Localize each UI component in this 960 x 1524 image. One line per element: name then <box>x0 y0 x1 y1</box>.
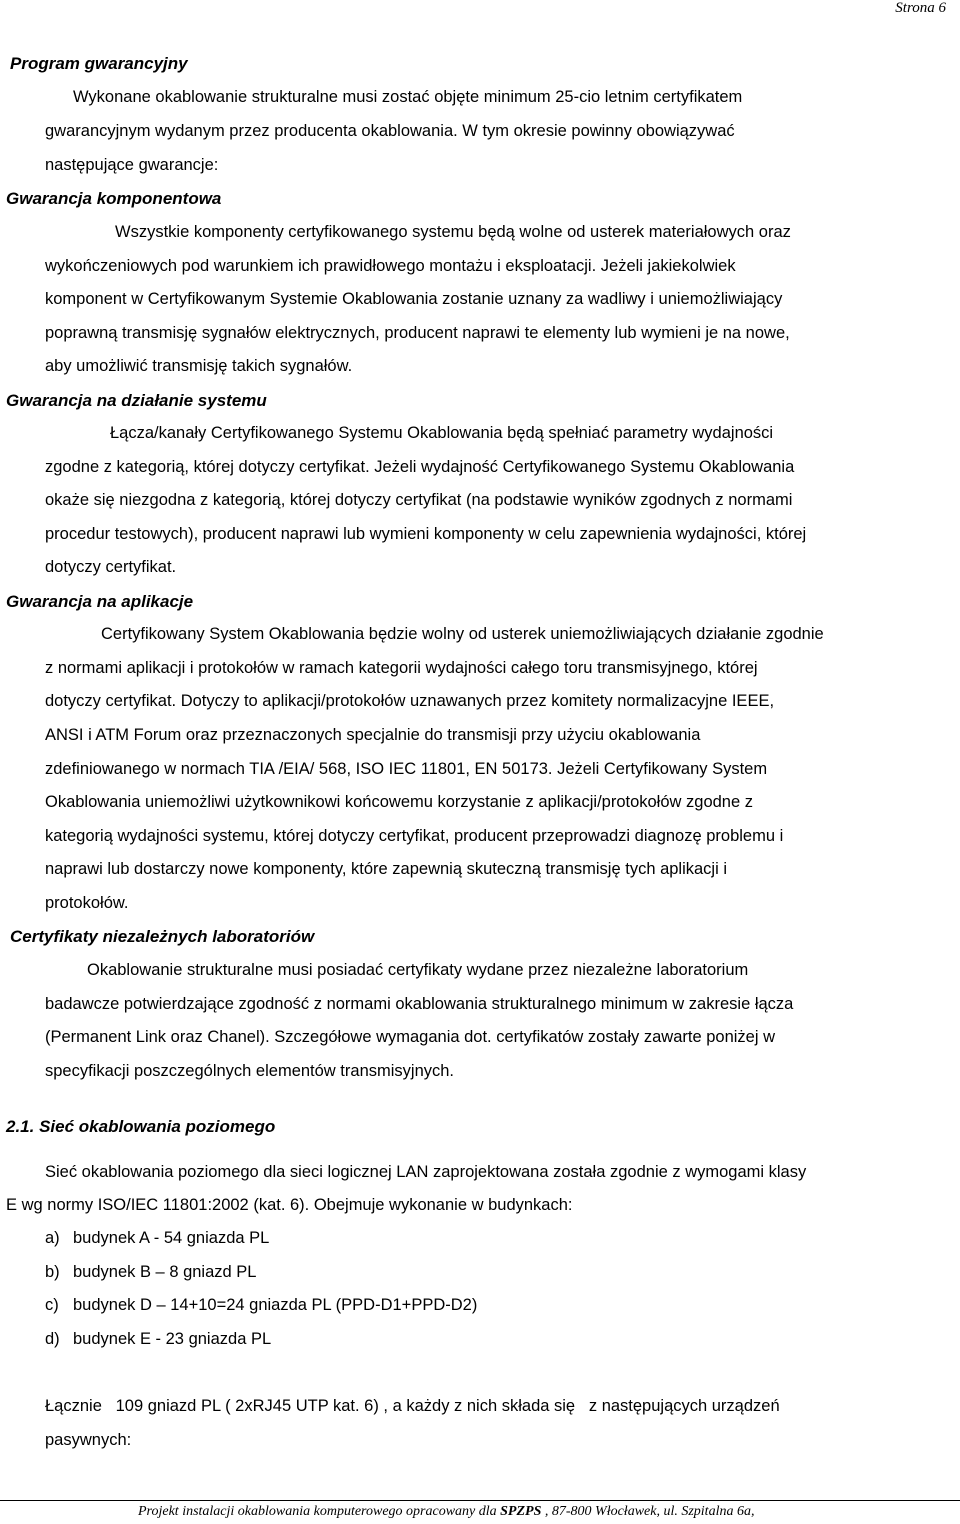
list-item: budynek D – 14+10=24 gniazda PL (PPD-D1+PPD-D2) <box>73 1296 478 1314</box>
footer-divider <box>0 1500 960 1501</box>
footer-suffix: , 87-800 Włocławek, ul. Szpitalna 6a, <box>541 1504 755 1519</box>
section-title-komponentowa: Gwarancja komponentowa <box>6 189 222 208</box>
paragraph-line: protokołów. <box>45 894 129 912</box>
paragraph-line: Sieć okablowania poziomego dla sieci logicznej LAN zaprojektowana została zgodnie z wymogami klasy <box>45 1163 807 1181</box>
paragraph-line: dotyczy certyfikat. <box>45 558 177 576</box>
paragraph-line: kategorią wydajności systemu, której dotyczy certyfikat, producent przeprowadzi diagnozę problemu i <box>45 827 784 845</box>
paragraph-line: z normami aplikacji i protokołów w ramach kategorii wydajności całego toru transmisyjnego, której <box>45 659 758 677</box>
footer-org: SPZPS <box>500 1504 542 1519</box>
paragraph-line: specyfikacji poszczególnych elementów transmisyjnych. <box>45 1062 455 1080</box>
paragraph-line: naprawi lub dostarczy nowe komponenty, które zapewnią skuteczną transmisję tych aplikacji i <box>45 860 728 878</box>
paragraph-line: Wszystkie komponenty certyfikowanego systemu będą wolne od usterek materiałowych oraz <box>115 223 791 241</box>
paragraph-line: wykończeniowych pod warunkiem ich prawidłowego montażu i eksploatacji. Jeżeli jakiekolwiek <box>45 257 736 275</box>
paragraph-line: Łącza/kanały Certyfikowanego Systemu Okablowania będą spełniać parametry wydajności <box>110 424 774 442</box>
paragraph-line: E wg normy ISO/IEC 11801:2002 (kat. 6). Obejmuje wykonanie w budynkach: <box>6 1196 573 1214</box>
section-title-program: Program gwarancyjny <box>10 54 188 73</box>
paragraph-line: zdefiniowanego w normach TIA /EIA/ 568, ISO IEC 11801, EN 50173. Jeżeli Certyfikowany System <box>45 760 768 778</box>
paragraph-line: badawcze potwierdzające zgodność z normami okablowania strukturalnego minimum w zakresie łącza <box>45 995 794 1013</box>
paragraph-line: Okablowanie strukturalne musi posiadać certyfikaty wydane przez niezależne laboratorium <box>87 961 749 979</box>
paragraph-line: następujące gwarancje: <box>45 156 219 174</box>
paragraph-line: poprawną transmisję sygnałów elektrycznych, producent naprawi te elementy lub wymieni je na nowe, <box>45 324 790 342</box>
paragraph-line: procedur testowych), producent naprawi lub wymieni komponenty w celu zapewnienia wydajności, której <box>45 525 807 543</box>
paragraph-line: zgodne z kategorią, której dotyczy certyfikat. Jeżeli wydajność Certyfikowanego Systemu Okablowania <box>45 458 795 476</box>
section-title-aplikacje: Gwarancja na aplikacje <box>6 592 194 611</box>
list-item: budynek A - 54 gniazda PL <box>73 1229 270 1247</box>
section-title-siec: 2.1. Sieć okablowania poziomego <box>6 1117 276 1136</box>
list-item-marker: c) <box>45 1296 59 1314</box>
paragraph-line: Okablowania uniemożliwi użytkownikowi końcowemu korzystanie z aplikacji/protokołów zgodne z <box>45 793 753 811</box>
list-item-marker: d) <box>45 1330 60 1348</box>
paragraph-line: Łącznie 109 gniazd PL ( 2xRJ45 UTP kat. 6) , a każdy z nich składa się z następujących urządzeń <box>45 1397 780 1415</box>
paragraph-line: pasywnych: <box>45 1431 132 1449</box>
paragraph-line: ANSI i ATM Forum oraz przeznaczonych specjalnie do transmisji przy użyciu okablowania <box>45 726 701 744</box>
paragraph-line: gwarancyjnym wydanym przez producenta okablowania. W tym okresie powinny obowiązywać <box>45 122 735 140</box>
paragraph-line: dotyczy certyfikat. Dotyczy to aplikacji/protokołów uznawanych przez komitety normalizacyjne IEEE, <box>45 692 775 710</box>
list-item-marker: b) <box>45 1263 60 1281</box>
page-footer <box>138 1504 754 1520</box>
paragraph-line: Wykonane okablowanie strukturalne musi zostać objęte minimum 25-cio letnim certyfikatem <box>73 88 743 106</box>
paragraph-line: Certyfikowany System Okablowania będzie wolny od usterek uniemożliwiających działanie zgodnie <box>101 625 824 643</box>
list-item: budynek B – 8 gniazd PL <box>73 1263 257 1281</box>
section-title-certyfikaty: Certyfikaty niezależnych laboratoriów <box>10 927 315 946</box>
list-item-marker: a) <box>45 1229 60 1247</box>
paragraph-line: aby umożliwić transmisję takich sygnałów. <box>45 357 353 375</box>
paragraph-line: komponent w Certyfikowanym Systemie Okablowania zostanie uznany za wadliwy i uniemożliwiający <box>45 290 783 308</box>
paragraph-line: okaże się niezgodna z kategorią, której dotyczy certyfikat (na podstawie wyników zgodnych z normami <box>45 491 793 509</box>
section-title-dzialanie: Gwarancja na działanie systemu <box>6 391 267 410</box>
paragraph-line: (Permanent Link oraz Chanel). Szczegółowe wymagania dot. certyfikatów zostały zawarte poniżej w <box>45 1028 776 1046</box>
list-item: budynek E - 23 gniazda PL <box>73 1330 272 1348</box>
footer-prefix: Projekt instalacji okablowania komputerowego opracowany dla <box>138 1504 501 1519</box>
page-number: Strona 6 <box>895 0 946 16</box>
